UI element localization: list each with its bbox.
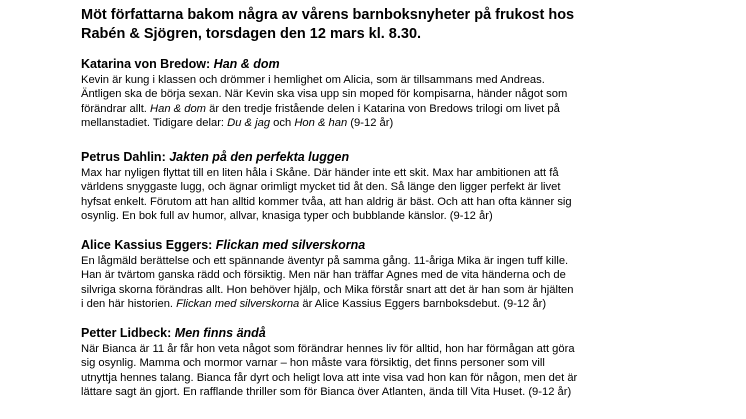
book-title: Han & dom [213,57,280,71]
author-name: Petrus Dahlin: [81,150,170,164]
text-segment: och [270,117,295,130]
book-entry-jakten-pa-luggen [81,149,731,224]
book-title-inline: Du & jag [227,117,271,130]
entry-title [81,237,731,253]
book-title-inline: Hon & han [294,117,348,130]
entry-text-line: hyfsat enkelt. Förutom att han alltid kommer tvåa, att han aldrig är bäst. Och att han ofta känner sig [81,195,572,208]
entry-text-line: När Bianca är 11 år får hon veta något som förändrar hennes liv för alltid, hon har förmågan att göra [81,343,575,355]
entry-text-line [81,102,731,116]
book-title-inline: Han & dom [150,102,206,115]
text-segment: mellanstadiet. Tidigare delar: [81,117,228,130]
text-segment: förändrar allt. [81,102,151,115]
book-title-inline: Flickan med silverskorna [176,298,300,311]
entry-title [81,56,731,72]
entry-text-line: världens snyggaste lugg, och ägnar orimligt mycket tid åt den. Så länge den ligger perfekt är livet [81,181,561,194]
author-name: Petter Lidbeck: [81,326,175,340]
entry-text-line: Han är tvärtom ganska rädd och försiktig. Men när han träffar Agnes med de vita händerna och de [81,269,566,282]
book-entry-han-och-dom [81,56,731,131]
text-segment: är den tredje fristående delen i Katarina von Bredows trilogi om livet på [206,102,560,115]
entry-text-line: silvriga skorna förändras allt. Hon behöver hjälp, och Mika förstår snart att det är han som är hjälten [81,283,574,296]
age-range: (9-12 år) [347,117,394,130]
entry-title [81,325,731,341]
entry-text-line: Max har nyligen flyttat till en liten håla i Skåne. Där händer inte ett skit. Max har ambitionen att få [81,167,559,179]
entry-text-line: osynlig. En bok full av humor, allvar, knasiga typer och bubblande känslor. (9-12 år) [81,210,493,223]
book-title: Flickan med silverskorna [215,238,366,252]
page-heading [81,6,721,43]
entry-text-line: En lågmäld berättelse och ett spännande äventyr på samma gång. 11-åriga Mika är ingen tuff kille. [81,255,569,267]
author-name: Katarina von Bredow: [81,57,214,71]
entry-text-line: lättare sagt än gjort. En rafflande thriller som för Bianca över Atlanten, ända till Vita Huset. (9-12 år) [81,386,572,399]
entry-text-line: utnyttja hennes talang. Bianca får dyrt och heligt lova att inte visa vad hon kan för någon, men det är [81,371,578,384]
entry-text-line: sig osynlig. Mamma och mormor varnar – hon måste vara försiktig, det finns personer som vill [81,357,545,370]
entry-text-line: Äntligen ska de börja sexan. När Kevin ska visa upp sin moped för kompisarna, händer något som [81,88,568,101]
book-entry-men-finns-anda [81,325,731,400]
book-title: Men finns ändå [174,326,266,340]
author-name: Alice Kassius Eggers: [81,238,216,252]
book-entry-flickan-med-silverskorna [81,237,731,312]
book-title: Jakten på den perfekta luggen [169,150,350,164]
text-segment: i den här historien. [81,298,177,311]
heading-line-2: Rabén & Sjögren, torsdagen den 12 mars kl. 8.30. [81,25,422,42]
entry-text-line [81,297,731,311]
heading-line-1: Möt författarna bakom några av vårens barnboksnyheter på frukost hos [81,7,575,23]
entry-title [81,149,731,165]
entry-text-line: Kevin är kung i klassen och drömmer i hemlighet om Alicia, som är tillsammans med Andreas. [81,74,545,86]
entry-text-line [81,116,731,130]
text-segment: är Alice Kassius Eggers barnboksdebut. (9-12 år) [299,298,547,311]
